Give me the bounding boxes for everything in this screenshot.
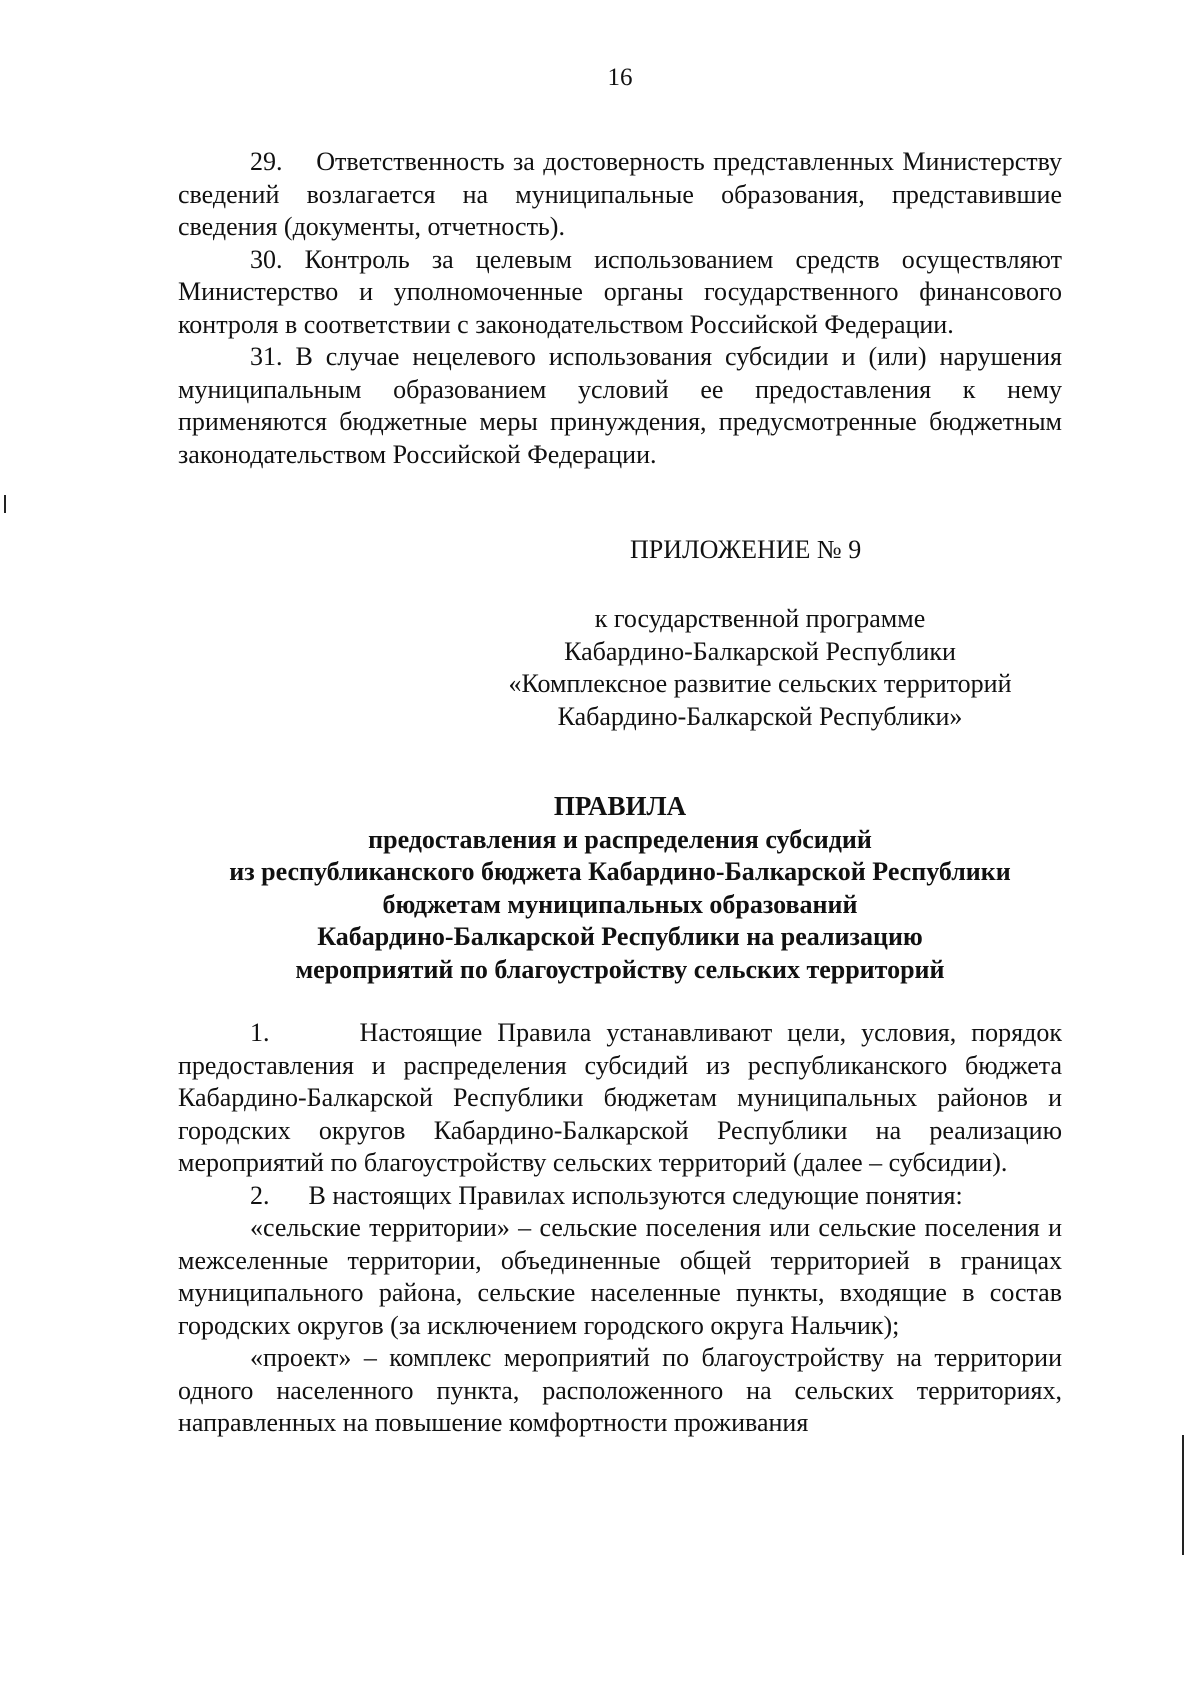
rules-subtitle-line: из республиканского бюджета Кабардино-Балкарской Республики [229,857,1011,886]
appendix-line: к государственной программе [594,604,926,633]
paragraph-31: 31. В случае нецелевого использования субсидии и (или) нарушения муниципальным образованием условий ее предоставления к нему применяются бюджетные меры принуждения, предусмотренные бюджетным законодательством Российской Федерации. [178,342,1062,469]
rules-paragraphs [178,1017,1062,1440]
appendix-reference [470,603,1050,733]
definition-project: «проект» – комплекс мероприятий по благоустройству на территории одного населенного пункта, расположенного на сельских территориях, направленных на повышение комфортности проживания [178,1343,1062,1437]
appendix-line: Кабардино-Балкарской Республики [564,636,956,666]
scan-edge-mark [1182,1435,1184,1555]
rules-title: ПРАВИЛА [553,791,687,821]
rules-subtitle-line: бюджетам муниципальных образований [382,889,858,919]
definition-rural-territories: «сельские территории» – сельские поселения или сельские поселения и межселенные территории, объединенные общей территорией в границах муниципального района, сельские населенные пункты, входящие в состав городских округов (за исключением городского округа Нальчик); [178,1213,1062,1340]
page-number: 16 [607,64,633,91]
rules-subtitle-line: мероприятий по благоустройству сельских территорий [295,954,945,984]
paragraph-29: 29. Ответственность за достоверность представленных Министерству сведений возлагается на муниципальные образования, представившие сведения (документы, отчетность). [178,147,1062,241]
appendix-line: Кабардино-Балкарской Республики» [557,701,963,731]
rules-heading [140,790,1100,986]
rules-subtitle-line: Кабардино-Балкарской Республики на реализацию [317,922,923,951]
rules-subtitle-line: предоставления и распределения субсидий [368,824,872,854]
appendix-line: «Комплексное развитие сельских территорий [508,669,1012,698]
rules-paragraph-1: 1. Настоящие Правила устанавливают цели, условия, порядок предоставления и распределения субсидий из республиканского бюджета Кабардино-Балкарской Республики бюджетам муниципальных районов и городских округов Кабардино-Балкарской Республики на реализацию мероприятий по благоустройству сельских территорий (далее – субсидии). [178,1018,1062,1177]
top-paragraphs [178,146,1062,471]
rules-paragraph-2: 2. В настоящих Правилах используются следующие понятия: [250,1180,963,1210]
paragraph-30: 30. Контроль за целевым использованием средств осуществляют Министерство и уполномоченные органы государственного финансового контроля в соответствии с законодательством Российской Федерации. [178,244,1062,339]
scan-edge-mark [4,495,6,513]
appendix-title: ПРИЛОЖЕНИЕ № 9 [630,535,862,564]
